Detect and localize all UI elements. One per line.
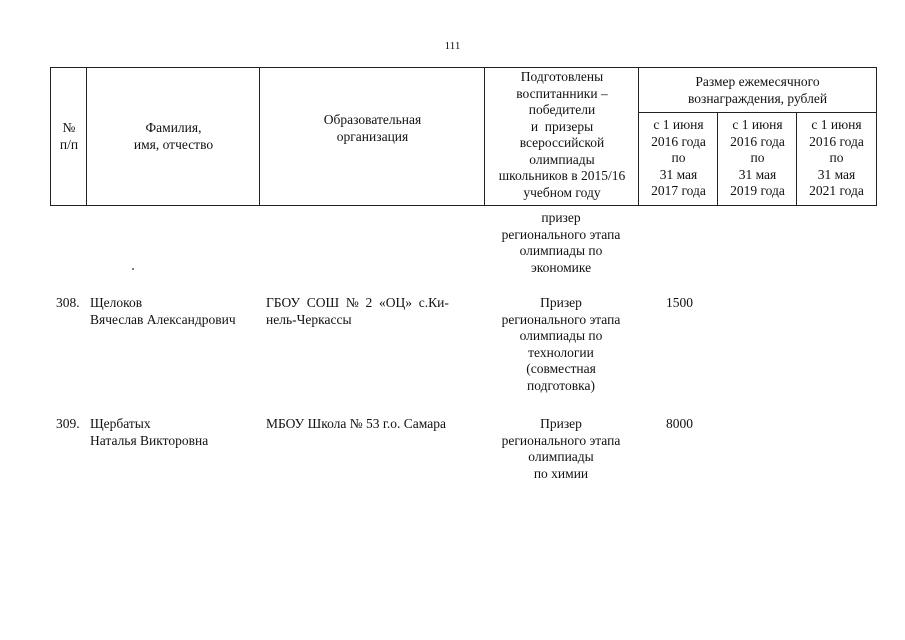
row-amount: 1500 [666,295,693,310]
row-number: 308. [56,295,80,310]
header-period-2019-label: с 1 июня 2016 года по 31 мая 2019 года [730,117,785,198]
continuation-achievement: призер регионального этапа олимпиады по экономике [501,210,621,275]
header-period-2021-label: с 1 июня 2016 года по 31 мая 2021 года [809,117,864,198]
header-cell-number [51,68,87,205]
row-achievement: Призер регионального этапа олимпиады по технологии (совместная подготовка) [501,295,621,393]
row-name: Щербатых Наталья Викторовна [90,416,209,448]
scan-speck [132,268,134,270]
page-number: 111 [444,40,461,52]
header-cell-period-2019 [718,113,797,205]
header-cell-award [639,68,876,113]
header-cell-period-2021 [797,113,876,205]
row-organization: МБОУ Школа № 53 г.о. Самара [266,416,446,431]
row-number: 309. [56,416,80,431]
header-cell-period-2017 [639,113,718,205]
header-prepared-label: Подготовлены воспитанники – победители и призеры всероссийской олимпиады школьников в 2015/16 учебном году [498,69,626,200]
table-header [50,67,877,206]
row-organization: ГБОУ СОШ № 2 «ОЦ» с.Ки- нель-Черкассы [266,295,449,327]
header-cell-prepared [485,68,639,205]
header-name-label: Фамилия, имя, отчество [133,120,214,152]
header-award-label: Размер ежемесячного вознаграждения, рублей [687,74,828,106]
row-achievement: Призер регионального этапа олимпиады по химии [501,416,621,481]
header-period-2017-label: с 1 июня 2016 года по 31 мая 2017 года [651,117,706,198]
row-amount: 8000 [666,416,693,431]
header-cell-name [87,68,260,205]
header-cell-organization [260,68,485,205]
header-organization-label: Образовательная организация [323,112,422,144]
header-number-label: № п/п [59,120,79,152]
row-name: Щелоков Вячеслав Александрович [90,295,236,327]
